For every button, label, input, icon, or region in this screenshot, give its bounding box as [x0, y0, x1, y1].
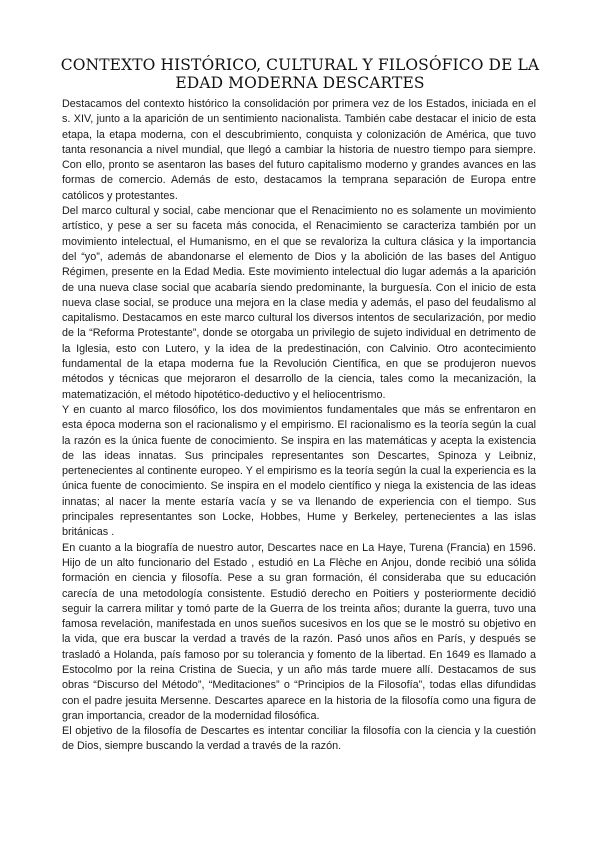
- document-body: [62, 97, 536, 755]
- paragraph-biography: En cuanto a la biografía de nuestro autor, Descartes nace en La Haye, Turena (Francia) en 1596. Hijo de un alto funcionario del Estado , estudió en La Flèche en Anjou, donde recibió una sólida formación en ciencia y filosofía. Pese a su gran formación, él consideraba que su educación carecía de una metodología consistente. Estudió derecho en Poitiers y posteriormente decidió seguir la carrera militar y tomó parte de la Guerra de los treinta años; durante la guerra, tuvo una famosa revelación, manifestada en unos sueños sucesivos en los que se le mostró su objetivo en la vida, que era buscar la verdad a través de la razón. Pasó unos años en París, y después se trasladó a Holanda, país famoso por su tolerancia y fomento de la libertad. En 1649 es llamado a Estocolmo por la reina Cristina de Suecia, y un año más tarde muere allí. Destacamos de sus obras “Discurso del Método”, “Meditaciones” o “Principios de la Filosofía”, todas ellas difundidas con el padre jesuita Mersenne. Descartes aparece en la historia de la filosofía como una figura de gran importancia, creador de la modernidad filosófica.: [62, 541, 536, 722]
- paragraph-philosophical-context: Y en cuanto al marco filosófico, los dos movimientos fundamentales que más se enfrentaron en esta época moderna son el racionalismo y el empirismo. El racionalismo es la teoría según la cual la razón es la única fuente de conocimiento. Se inspira en las matemáticas y acepta la existencia de las ideas innatas. Sus principales representantes son Descartes, Spinoza y Leibniz, pertenecientes al continente europeo. Y el empirismo es la teoría según la cual la experiencia es la única fuente de conocimiento. Se inspira en el modelo científico y niega la existencia de las ideas innatas; al nacer la mente estaría vacía y se va llenando de experiencia con el tiempo. Sus principales representantes son Locke, Hobbes, Hume y Berkeley, pertenecientes a las islas británicas .: [62, 403, 536, 539]
- document-title: CONTEXTO HISTÓRICO, CULTURAL Y FILOSÓFICO DE LA EDAD MODERNA DESCARTES: [60, 56, 540, 92]
- paragraph-objective: El objetivo de la filosofía de Descartes es intentar conciliar la filosofía con la ciencia y la cuestión de Dios, siempre buscando la verdad a través de la razón.: [62, 725, 536, 753]
- paragraph-cultural-context: Del marco cultural y social, cabe mencionar que el Renacimiento no es solamente un movimiento artístico, y pese a ser su faceta más conocida, el Renacimiento se caracteriza también por un movimiento intelectual, el Humanismo, en el que se revaloriza la cultura clásica y la importancia del “yo”, además de abandonarse el elemento de Dios y la abolición de las bases del Antiguo Régimen, presente en la Edad Media. Este movimiento intelectual dio lugar además a la aparición de una nueva clase social que acabaría siendo predominante, la burguesía. Con el inicio de esta nueva clase social, se produce una mejora en la clase media y además, el paso del feudalismo al capitalismo. Destacamos en este marco cultural los diversos intentos de secularización, por medio de la “Reforma Protestante”, donde se otorgaba un privilegio de sujeto individual en detrimento de la Iglesia, esto con Lutero, y la idea de la predestinación, con Calvinio. Otro acontecimiento fundamental de la etapa moderna fue la Revolución Científica, en que se produjeron nuevos métodos y técnicas que mejoraron el desarrollo de la ciencia, tales como la mecanización, la matematización, el método hipotético-deductivo y el heliocentrismo.: [62, 205, 536, 401]
- paragraph-historical-context: Destacamos del contexto histórico la consolidación por primera vez de los Estados, iniciada en el s. XIV, junto a la aparición de un sentimiento nacionalista. También cabe destacar el inicio de esta etapa, la etapa moderna, con el descubrimiento, conquista y colonización de América, que tuvo tanta resonancia a nivel mundial, que llegó a cambiar la historia de nuestro tiempo para siempre. Con ello, pronto se asentaron las bases del futuro capitalismo moderno y grandes avances en las formas de comercio. Además de esto, destacamos la temprana separación de Europa entre católicos y protestantes.: [62, 98, 536, 202]
